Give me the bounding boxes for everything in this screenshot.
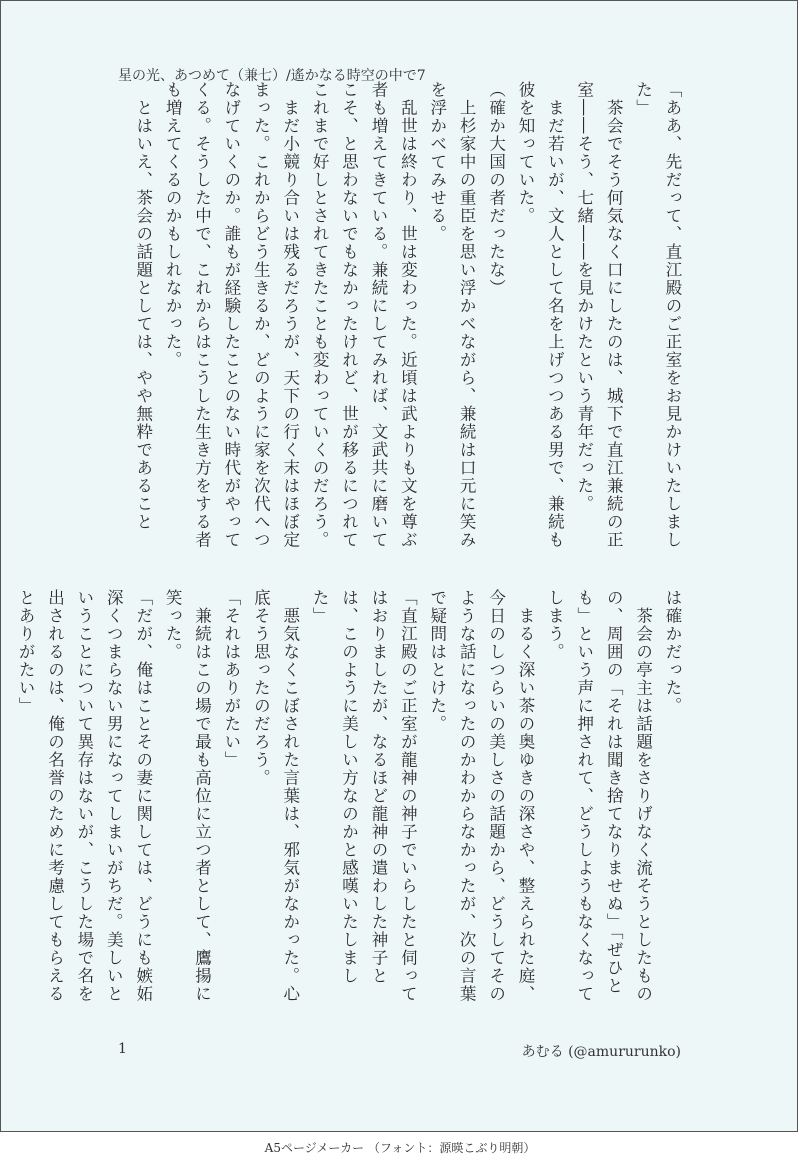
author-credit: あむる (@amururunko) xyxy=(521,1044,681,1060)
text-block-lower: は確かだった。 茶会の亭主は話題をさりげなく流そうとしたものの、周囲の「それは聞き捨てなりませぬ」「ぜひとも」という声に押されて、どうしようもなくなってしまう。 まるく深い茶の奥ゆきの深さや、整えられた庭、今日のしつらいの美しさの話題から、どうしてそのような話になったのかわからなかったが、次の言葉で疑問はとけた。 「直江殿のご正室が龍神の神子でいらしたと伺ってはおりましたが、なるほど龍神の遣わした神子とは、このように美しい方なのかと感嘆いたしました」 悪気なくこぼされた言葉は、邪気がなかった。心底そう思ったのだろう。 「それはありがたい」 兼続はこの場で最も高位に立つ者として、鷹揚に笑った。 「だが、俺はことその妻に関しては、どうにも嫉妬深くつまらない男になってしまいがちだ。美しいということについて異存はないが、こうした場で名を出されるのは、俺の名誉のために考慮してもらえるとありがたい」 xyxy=(16,589,682,1003)
running-title: 星の光、あつめて（兼七）/遙かなる時空の中で7 xyxy=(118,68,426,84)
text-block-upper: 「ああ、先だって、直江殿のご正室をお見かけいたしました」 茶会でそう何気なく口にしたのは、城下で直江兼続の正室――そう、七緒――を見かけたという青年だった。 まだ若いが、文人として名を上げつつある男で、兼続も彼を知っていた。 （確か大国の者だったな） 上杉家中の重臣を思い浮かべながら、兼続は口元に笑みを浮かべてみせる。 乱世は終わり、世は変わった。近頃は武よりも文を尊ぶ者も増えてきている。兼続にしてみれば、文武共に磨いてこそ、と思わないでもなかったけれど、世が移るにつれてこれまで好しとされてきたことも変わっていくのだろう。 まだ小競り合いは残るだろうが、天下の行く末はほぼ定まった。これからどう生きるか、どのように家を次代へつなげていくのか。誰もが経験したことのない時代がやってくる。そうした中で、これからはこうした生き方をする者も増えてくるのかもしれなかった。 とはいえ、茶会の話題としては、やや無粋であること xyxy=(133,81,682,549)
footer-caption: A5ページメーカー （フォント：源暎こぶり明朝） xyxy=(264,1141,536,1155)
page-number: 1 xyxy=(118,1041,127,1057)
